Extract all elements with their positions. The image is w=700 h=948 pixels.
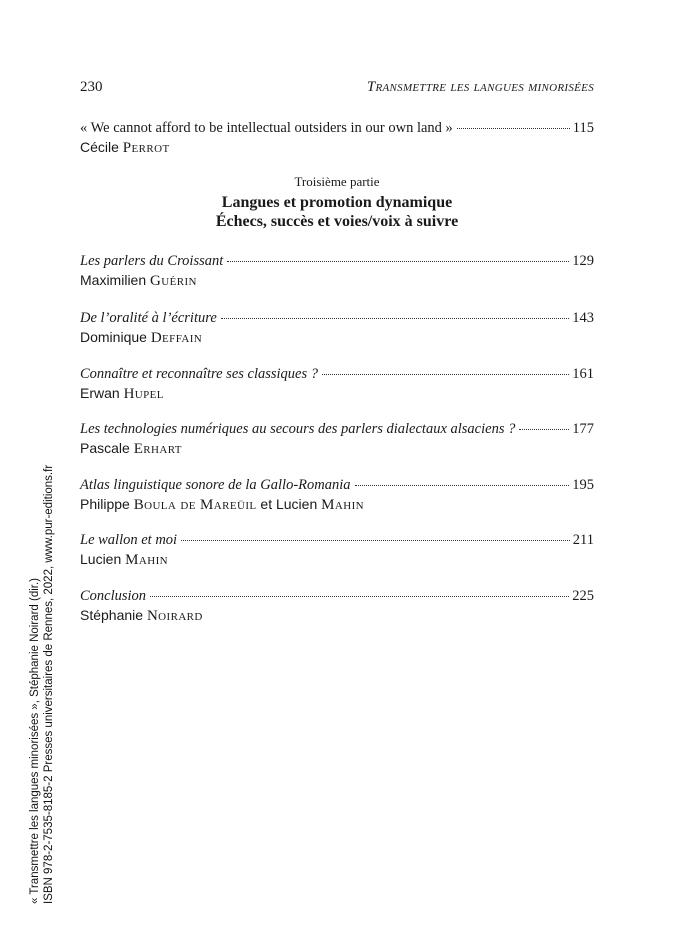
toc-entry-row <box>80 253 594 270</box>
toc-entry <box>80 588 594 625</box>
author-first-name: Dominique <box>80 329 147 345</box>
author-conjunction: et <box>260 496 273 512</box>
author-last-name: Hupel <box>123 386 164 402</box>
author-first-name: Erwan <box>80 385 120 401</box>
toc-entry-author <box>80 496 594 514</box>
author-first-name: Lucien <box>80 551 122 567</box>
dot-leader <box>322 373 569 375</box>
toc-entry-title: Atlas linguistique sonore de la Gallo-Romania <box>80 477 351 493</box>
toc-entry <box>80 477 594 514</box>
author-first-name: Pascale <box>80 440 130 456</box>
toc-entry <box>80 253 594 290</box>
author-last-name: Erhart <box>133 441 182 457</box>
dot-leader <box>181 539 570 541</box>
toc-entry-author <box>80 272 594 290</box>
toc-entry-author <box>80 329 594 347</box>
toc-entry-row <box>80 366 594 383</box>
toc-entry-row <box>80 421 594 438</box>
dot-leader <box>227 260 569 262</box>
toc-entry-author <box>80 551 594 569</box>
toc-entry-author <box>80 607 594 625</box>
dot-leader <box>355 484 570 486</box>
author-last-name: Perrot <box>122 140 170 156</box>
toc-entry <box>80 366 594 403</box>
toc-entry <box>80 310 594 347</box>
toc-entry-title: Les parlers du Croissant <box>80 253 224 269</box>
running-title: Transmettre les langues minorisées <box>366 79 594 95</box>
toc-entry-page: 115 <box>572 120 594 136</box>
author-last-name: Noirard <box>146 608 203 624</box>
author-last-name: Mahin <box>125 552 168 568</box>
toc-entry-title: « We cannot afford to be intellectual outsiders in our own land » <box>80 120 453 136</box>
toc-entry-author <box>80 139 594 157</box>
toc-entry-row <box>80 310 594 327</box>
toc-entry-page: 161 <box>572 366 594 382</box>
toc-entry-row <box>80 588 594 605</box>
author-first-name: Cécile <box>80 139 119 155</box>
author2-first-name: Lucien <box>275 496 318 512</box>
toc-entry-title: De l’oralité à l’écriture <box>80 310 217 326</box>
toc-entry-title: Les technologies numériques au secours des parlers dialectaux alsaciens ? <box>80 421 516 437</box>
part-heading <box>80 174 594 231</box>
author-first-name: Stéphanie <box>80 607 144 623</box>
part-title-line2: Échecs, succès et voies/voix à suivre <box>215 213 459 230</box>
author-last-name: Deffain <box>150 330 203 346</box>
toc-entry <box>80 532 594 569</box>
part-title-line1: Langues et promotion dynamique <box>221 194 453 211</box>
author-last-name: Boula de Mareüil <box>133 497 257 513</box>
toc-entry-row <box>80 477 594 494</box>
toc-entry <box>80 120 594 157</box>
toc-entry-page: 225 <box>572 588 594 604</box>
page-number: 230 <box>80 79 103 95</box>
toc-entry-row <box>80 120 594 137</box>
toc-entry <box>80 421 594 458</box>
toc-entry-author <box>80 440 594 458</box>
toc-entry-title: Le wallon et moi <box>80 532 178 548</box>
dot-leader <box>457 127 570 129</box>
sidebar-line1: « Transmettre les langues minorisées », Stéphanie Noirard (dir.) <box>29 578 41 904</box>
toc-entry-page: 143 <box>572 310 594 326</box>
author-last-name: Guérin <box>150 273 197 289</box>
dot-leader <box>519 428 569 430</box>
toc-entry-row <box>80 532 594 549</box>
running-header <box>80 79 594 96</box>
copyright-sidebar <box>28 465 56 904</box>
author-first-name: Philippe <box>80 496 130 512</box>
author2-last-name: Mahin <box>321 497 364 513</box>
toc-entry-page: 177 <box>572 421 594 437</box>
toc-entry-page: 195 <box>572 477 594 493</box>
author-first-name: Maximilien <box>80 272 147 288</box>
sidebar-line2: ISBN 978-2-7535-8185-2 Presses universitaires de Rennes, 2022, www.pur-editions.fr <box>43 464 55 904</box>
toc-entry-title: Connaître et reconnaître ses classiques ? <box>80 366 319 382</box>
toc-entry-author <box>80 385 594 403</box>
part-label: Troisième partie <box>294 174 380 189</box>
toc-entry-page: 211 <box>572 532 594 548</box>
dot-leader <box>150 595 569 597</box>
toc-entry-title: Conclusion <box>80 588 147 604</box>
toc-entry-page: 129 <box>572 253 594 269</box>
dot-leader <box>221 317 569 319</box>
